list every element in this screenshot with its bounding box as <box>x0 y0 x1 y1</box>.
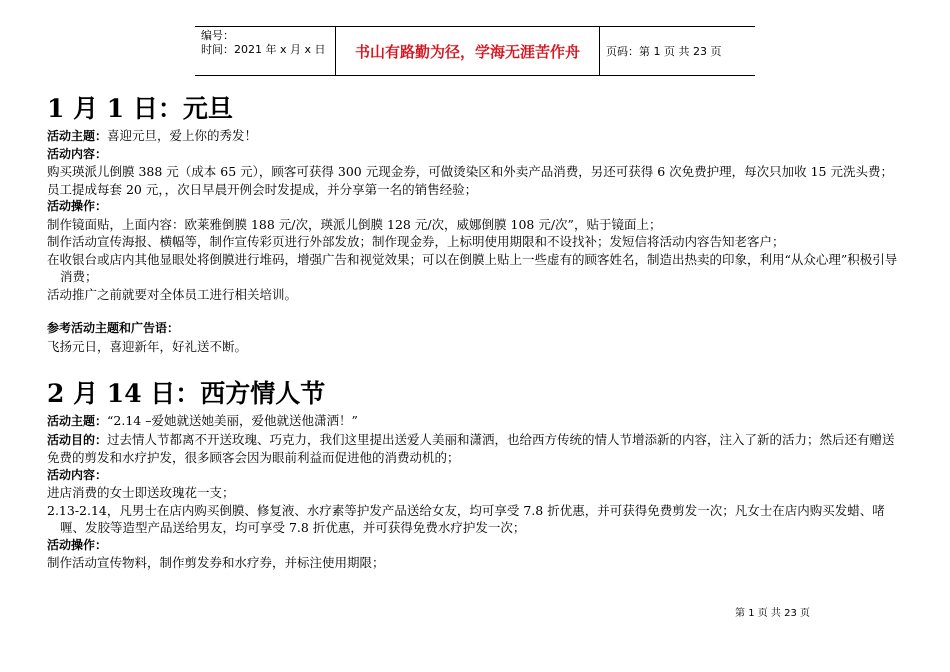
section1-theme-label: 活动主题： <box>47 129 108 143</box>
section2-purpose-text: 过去情人节都离不开送玫瑰、巧克力，我们这里提出送爱人美丽和潇洒，也给西方传统的情人节增添新的内容，注入了新的活力；然后还有赠送免费的剪发和水疗护发，很多顾客会因为眼前利益而促进他的消费动机的； <box>47 431 895 465</box>
section1-ref-text: 飞扬元日，喜迎新年，好礼送不断。 <box>47 338 248 354</box>
section2-ops-label: 活动操作： <box>47 537 108 552</box>
section2-content-line: 2.13-2.14，凡男士在店内购买倒膜、修复液、水疗素等护发产品送给女友，均可享受 7.8 折优惠，并可获得免费剪发一次；凡女士在店内购买发蜡、啫喱、发胶等造型产品送给男友，均可享受 7.8 折优惠，并可获得免费水疗护发一次； <box>47 502 885 535</box>
section1-ops-line: 制作镜面贴，上面内容：欧莱雅倒膜 188 元/次，瑛派儿倒膜 128 元/次，威娜倒膜 108 元/次”，贴于镜面上； <box>47 216 662 232</box>
section1-ops-label: 活动操作： <box>47 199 108 213</box>
section2-content-line: 进店消费的女士即送玫瑰花一支； <box>47 485 235 500</box>
page-footer: 第 1 页 共 23 页 <box>735 608 810 619</box>
page-header <box>195 26 755 76</box>
section2-purpose-label: 活动目的： <box>47 432 108 447</box>
header-page-info: 页码：第 1 页 共 23 页 <box>606 45 722 58</box>
section1-ref-label: 参考活动主题和广告语： <box>47 321 180 335</box>
section2-title: 2 月 14 日：西方情人节 <box>47 379 326 408</box>
header-time: 时间：2021 年 x 月 x 日 <box>201 43 326 56</box>
section2-theme-text: “2.14 –爱她就送她美丽，爱他就送他潇洒！” <box>107 413 358 428</box>
section1-ops-line: 活动推广之前就要对全体员工进行相关培训。 <box>47 286 298 302</box>
document-body <box>47 90 907 572</box>
section1-theme <box>47 127 907 146</box>
section1-content-line: 员工提成每套 20 元，，次日早晨开例会时发提成，并分享第一名的销售经验； <box>47 181 478 197</box>
section2-content-label: 活动内容： <box>47 467 108 482</box>
section1-ops-line: 在收银台或店内其他显眼处将倒膜进行堆码，增强广告和视觉效果；可以在倒膜上贴上一些虚有的顾客姓名，制造出热卖的印象，利用“从众心理”积极引导消费； <box>47 251 898 284</box>
section2-ops-line: 制作活动宣传物料，制作剪发券和水疗券，并标注使用期限； <box>47 555 385 570</box>
section1-title: 1 月 1 日：元旦 <box>47 94 233 123</box>
header-motto: 书山有路勤为径，学海无涯苦作舟 <box>335 27 600 75</box>
section1-content-line: 购买瑛派儿倒膜 388 元（成本 65 元），顾客可获得 300 元现金券，可做烫染区和外卖产品消费，另还可获得 6 次免费护理，每次只加收 15 元洗头费； <box>47 164 893 179</box>
section1-theme-text: 喜迎元旦，爱上你的秀发！ <box>107 128 258 143</box>
header-meta <box>195 27 335 75</box>
section1-content-label: 活动内容： <box>47 146 108 161</box>
section2-purpose <box>47 431 907 467</box>
section1-ops-line: 制作活动宣传海报、横幅等，制作宣传彩页进行外部发放；制作现金券，上标明使用期限和不设找补；发短信将活动内容告知老客户； <box>47 234 785 249</box>
header-number: 编号： <box>201 29 234 42</box>
section2-theme-label: 活动主题： <box>47 414 108 428</box>
section2-theme <box>47 412 907 431</box>
